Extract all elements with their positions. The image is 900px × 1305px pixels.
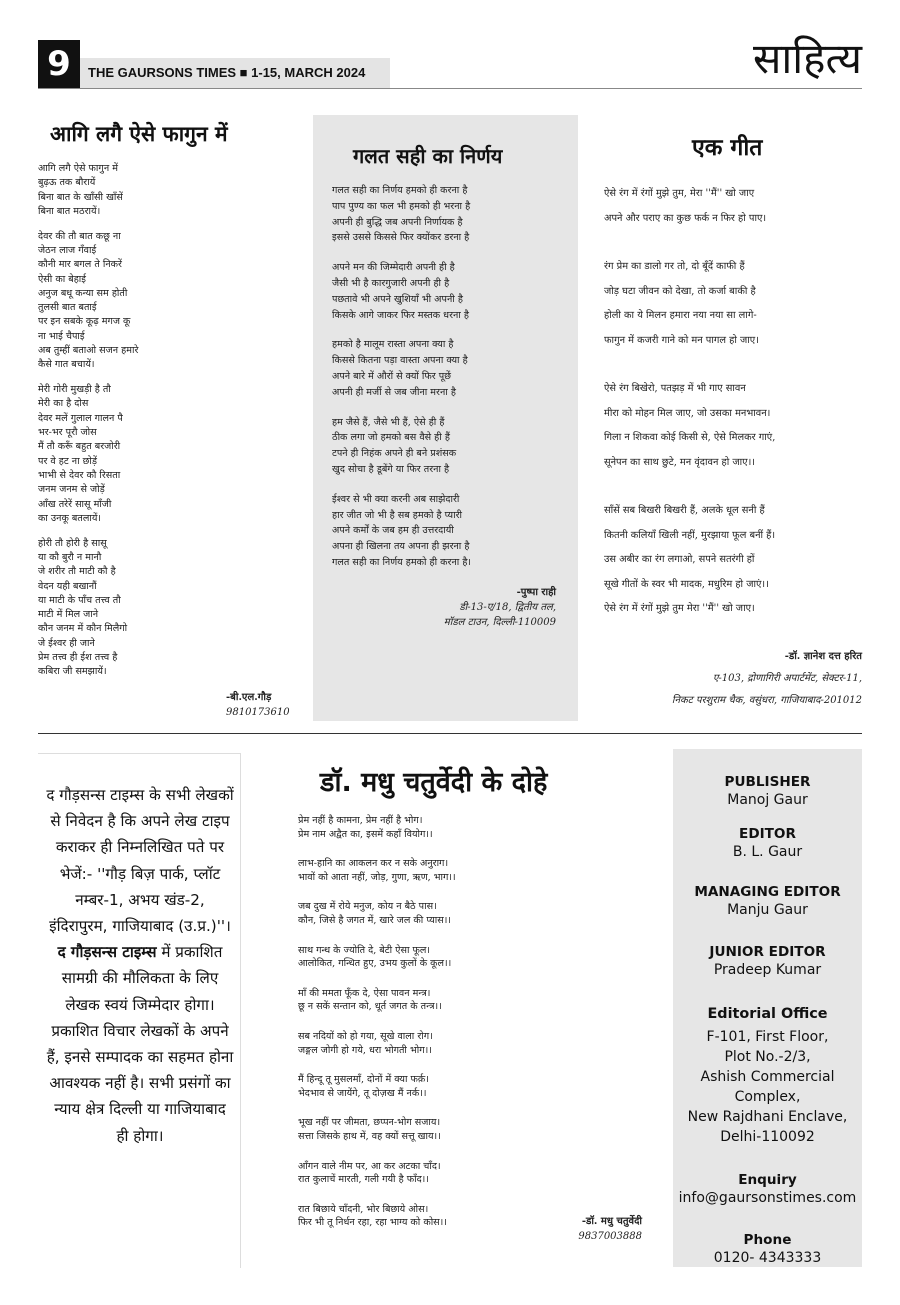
couplet [298, 900, 456, 927]
poem-line: अब तुम्हीं बताओ सजन हमारे [38, 345, 139, 357]
poem-left-body [38, 162, 288, 680]
managing-editor-label: MANAGING EDITOR [694, 884, 841, 900]
poem-line: अपने मन की जिम्मेदारी अपनी ही है [332, 262, 455, 274]
poem-line: सूखे गीतों के स्वर भी मादक, मधुरिम हो जाएं।। [604, 578, 769, 590]
poem-line: अपनी ही मर्जी से जब जीना मरना है [332, 386, 456, 398]
poem-line: फागुन में कजरी गाने को मन पागल हो जाए। [604, 334, 759, 346]
office-line: Plot No.-2/3, [724, 1049, 811, 1065]
poem-line: का उनकू बतलायें। [38, 512, 102, 524]
poem-line: आँख तरेरें सासू माँजी [38, 498, 112, 510]
poem-line: मीरा को मोहन मिल जाए, जो उसका मनभावन। [604, 407, 771, 419]
couplet-line: साथ गन्ध के ज्योति दे, बेटी ऐसा फूल। [298, 944, 431, 956]
poem-mid-title: गलत सही का निर्णय [353, 144, 503, 168]
poem-line: ऐसी का बेहाई [38, 273, 86, 285]
couplet-line: प्रेम नहीं है कामना, प्रेम नहीं है भोग। [298, 815, 423, 826]
poem-line: अपना ही खिलना तय अपना ही झरना है [332, 541, 470, 553]
author-address-2: मॉडल टाउन, दिल्ली-110009 [443, 616, 556, 628]
poem-line: बिना बात मठरायें। [38, 205, 101, 217]
poem-line: खुद सोचा है डूबेंगे या फिर तरना है [332, 463, 450, 475]
phone-label: Phone [743, 1232, 792, 1248]
poem-line: जे शरीर तौ माटी कौ है [38, 566, 116, 578]
couplet-line: मैं हिन्दू तू मुसलमाँ, दोनों में क्या फर्क़। [298, 1074, 429, 1086]
couplet [298, 944, 456, 971]
office-address [673, 1027, 862, 1147]
poem-right-body [604, 182, 862, 622]
poem-line: मैं तौ करूँ बहुत बरजोरी [38, 441, 121, 453]
poem-line: जैसी भी है कारगुजारी अपनी ही है [332, 277, 450, 289]
poem-line: ऐसे रंग में रंगों मुझे तुम मेरा ''मैं'' खो जाए। [604, 603, 755, 614]
stanza [604, 377, 862, 475]
poem-line: किसके आगे जाकर फिर मस्तक धरना है [332, 309, 469, 321]
office-line: F-101, First Floor, [706, 1029, 829, 1045]
couplet [298, 1203, 456, 1230]
managing-editor-name: Manju Gaur [727, 902, 808, 918]
poem-line: भाभी से देवर कौ रिसता [38, 469, 121, 481]
couplet [298, 1116, 456, 1143]
poem-line: इससे उससे किससे फिर क्योंकर डरना है [332, 232, 470, 244]
stanza [332, 492, 578, 571]
publisher-name: Manoj Gaur [727, 792, 808, 808]
stanza [332, 337, 578, 400]
poem-line: कौनी मार बगल ते निकरें [38, 259, 122, 271]
couplet-line: माँ की ममता फूँक दे, ऐसा पावन मन्त्र। [298, 987, 431, 999]
couplet-line: कौन, जिसे है जगत में, खारे जल की प्यास।। [298, 914, 452, 926]
poem-line: देवर की तौ बात कछू ना [38, 230, 121, 242]
couplet-line: जङ्गल जोगी हो गये, धरा भोगती भोग।। [298, 1044, 432, 1056]
couplet-line: भावों को आता नहीं, जोड़, गुणा, ऋण, भाग।। [298, 871, 456, 883]
credits-panel [673, 749, 862, 1267]
masthead: THE GAURSONS TIMES ■ 1-15, MARCH 2024 [88, 65, 366, 80]
office-line: Delhi-110092 [720, 1129, 815, 1145]
couplet-line: लाभ-हानि का आकलन कर न सके अनुराग। [298, 858, 449, 870]
couplet [298, 1030, 456, 1057]
poem-line: पर इन सबके कूढ़ मगज कू [38, 316, 131, 328]
poem-line: जोड़ घटा जीवन को देखा, तो कर्जा बाकी है [604, 285, 756, 297]
poem-line: होली का ये मिलन हमारा नया नया सा लागे- [604, 310, 757, 321]
poem-right [600, 118, 862, 712]
poem-mid-panel [313, 115, 578, 721]
couplet [298, 987, 456, 1014]
poem-right-author [600, 646, 862, 712]
author-name: -डॉ. ज्ञानेश दत्त हरित [784, 650, 862, 662]
poem-line: मेरी गोरी मुखड़ी है तौ [38, 384, 111, 396]
publisher-label: PUBLISHER [724, 774, 811, 790]
office-label: Editorial Office [707, 1006, 828, 1022]
office-line: New Rajdhani Enclave, [687, 1109, 848, 1125]
poem-line: माटी में मिल जाने [38, 609, 99, 621]
poem-line: जे ईश्वर ही जाने [38, 637, 95, 649]
couplet-line: छू न सकें सन्तान को, धूर्त जगत के तन्त्र।। [298, 1001, 442, 1013]
poem-line: रंग प्रेम का डालो गर तो, दो बूँदें काफी हैं [604, 261, 745, 272]
poem-line: ईश्वर से भी क्या करनी अब साझेदारी [332, 493, 460, 505]
page-number: 9 [38, 40, 80, 88]
poem-line: पछतावे भी अपने खुशियाँ भी अपनी है [332, 293, 463, 305]
couplet-line: आलोकित, गन्धित हुए, उभय कुलों के कूल।। [298, 958, 452, 970]
poem-line: किससे कितना पड़ा वास्ता अपना क्या है [332, 355, 468, 367]
poem-line: अपने कर्मों के जब हम ही उत्तरदायी [332, 525, 454, 537]
author-name: -डॉ. मधु चतुर्वेदी [581, 1216, 642, 1227]
section-title: साहित्य [753, 34, 862, 83]
poem-line: गिला न शिकवा कोई किसी से, ऐसे मिलकर गाएं, [604, 432, 776, 443]
author-address-2: निकट परशुराम चैक, वसुंधरा, गाजियाबाद-201012 [671, 694, 862, 706]
couplet-line: भेदभाव से जायेंगे, तू दोज़ख मैं नर्क।। [298, 1087, 427, 1099]
stanza [38, 383, 288, 526]
header-rule [38, 88, 862, 89]
poem-mid-body [332, 183, 578, 571]
poem-line: या कौ बुरौ न मानौ [38, 551, 102, 563]
poem-line: अपने बारे में औरों से क्यों फिर पूछें [332, 370, 451, 382]
poem-line: होरी तौ होरी है सासू [38, 537, 107, 549]
poem-line: कबिरा जी समझायें। [38, 666, 107, 678]
notice-part-1: द गौड़सन्स टाइम्स के सभी लेखकों से निवेदन है कि अपने लेख टाइप कराकर ही निम्नलिखित पते पर भेजें:- ''गौड़ बिज़ पार्क, प्लॉट नम्बर-1, अभय खंड-2, इंदिरापुरम, गाजियाबाद (उ.प्र.)''। [46, 786, 234, 936]
couplet-line: सत्ता जिसके हाथ में, वह क्यों सत्तू खाय।। [298, 1130, 441, 1142]
poem-line: कौन जनम में कौन मिलैगो [38, 623, 128, 635]
poem-line: बुढ़ऊ तक बौरायें [38, 177, 96, 189]
poem-left-title: आगि लगै ऐसे फागुन में [50, 122, 228, 146]
author-address-1: ए-103, द्रोणागिरी अपार्टमेंट, सेक्टर-11, [712, 672, 862, 684]
couplet-line: प्रेम नाम अद्वैत का, इसमें कहाँ वियोग।। [298, 828, 433, 840]
author-name: -बी.एल.गौड़ [226, 692, 272, 704]
poem-line: ऐसे रंग में रंगों मुझे तुम, मेरा ''मैं'' खो जाए [604, 188, 755, 199]
poem-line: पाप पुण्य का फल भी हमको ही भरना है [332, 200, 471, 212]
poem-line: आगि लगै ऐसे फागुन में [38, 163, 118, 174]
author-phone: 9810173610 [226, 707, 290, 719]
junior-editor-name: Pradeep Kumar [713, 962, 822, 978]
poem-line: गलत सही का निर्णय हमको ही करना है। [332, 556, 472, 568]
poem-line: हार जीत जो भी है सब हमको है प्यारी [332, 509, 462, 521]
poem-line: कितनी कलियाँ खिली नहीं, मुरझाया फूल बनीं हैं। [604, 529, 776, 541]
poem-line: कैसे गात बचायें। [38, 359, 95, 371]
poem-mid-author [431, 585, 556, 630]
poem-line: तुलसी बात बताई [38, 302, 97, 314]
stanza [604, 255, 862, 353]
stanza [332, 260, 578, 323]
poem-line: सूनेपन का साथ छुटे, मन वृंदावन हो जाए।। [604, 456, 756, 468]
phone-number: 0120- 4343333 [713, 1250, 822, 1266]
poem-line: ना भाई चैपाई [38, 330, 85, 342]
author-address-1: डी-13-ए/18, द्वितीय तल, [459, 601, 556, 613]
couplet-line: भूख नहीं पर जीमता, छप्पन-भोग सजाय। [298, 1117, 441, 1129]
poem-line: साँसें सब बिखरी बिखरी हैं, अलके धूल सनी हैं [604, 505, 765, 516]
editor-label: EDITOR [739, 826, 796, 842]
notice-part-2: में प्रकाशित सामग्री की मौलिकता के लिए लेखक स्वयं जिम्मेदार होगा। प्रकाशित विचार लेखकों के अपने हैं, इनसे सम्पादक का सहमत होना आवश्यक नहीं है। सभी प्रसंगों का न्याय क्षेत्र दिल्ली या गाजियाबाद ही होगा। [46, 943, 234, 1145]
dohe-title: डॉ. मधु चतुर्वेदी के दोहे [320, 767, 548, 798]
poem-line: हम जैसे हैं, जैसे भी हैं, ऐसे ही हैं [332, 416, 445, 428]
poem-line: हमको है मालूम रास्ता अपना क्या है [332, 339, 454, 351]
stanza [38, 537, 288, 680]
couplet-line: आँगन वाले नीम पर, आ कर अटका चाँद। [298, 1160, 441, 1172]
poem-line: गलत सही का निर्णय हमको ही करना है [332, 185, 468, 196]
stanza [604, 499, 862, 622]
poem-line: अपने और पराए का कुछ फर्क न फिर हो पाए। [604, 212, 767, 224]
poem-line: देवर मलें गुलाल गालन पै [38, 412, 123, 424]
author-phone: 9837003888 [578, 1231, 642, 1242]
poem-left-author [226, 690, 288, 720]
couplet-line: रात बिछाये चाँदनी, भोर बिछाये ओस। [298, 1203, 429, 1215]
office-line: Complex, [734, 1089, 801, 1105]
couplet-line: रात कुलाचें मारती, गली गयी है फाँद।। [298, 1174, 429, 1186]
author-name: -पुष्पा राही [516, 586, 556, 598]
couplet [298, 1073, 456, 1100]
couplet [298, 1160, 456, 1187]
poem-line: ठीक लगा जो हमको बस वैसे ही हैं [332, 432, 450, 444]
poem-line: मेरी का है दोस [38, 398, 89, 410]
stanza [332, 415, 578, 478]
office-line: Ashish Commercial [700, 1069, 835, 1085]
poem-line: वेदन यही बखानौं [38, 580, 97, 592]
enquiry-label: Enquiry [738, 1172, 797, 1188]
poem-line: या माटी के पाँच तत्त्व तौ [38, 594, 121, 606]
poem-line: भर-भर पूरौ जोस [38, 427, 97, 439]
poem-line: ऐसे रंग बिखेरो, पतझड़ में भी गाए सावन [604, 383, 746, 394]
poem-line: टपने ही निहंक अपने ही बने प्रशंसक [332, 448, 457, 460]
stanza [38, 230, 288, 373]
notice-text [46, 782, 234, 1149]
poem-line: अपनी ही बुद्धि जब अपनी निर्णायक है [332, 216, 463, 228]
couplet [298, 814, 456, 841]
couplet-line: सब नदियों को हो गया, सूखे वाला रोग। [298, 1030, 433, 1042]
couplet-line: जब दुख में रोये मनुज, कोय न बैठे पास। [298, 901, 437, 913]
poem-line: जेठन लाज गँवाई [38, 244, 97, 256]
poem-right-title: एक गीत [692, 135, 763, 161]
poem-line: बिना बात के खाँसी खाँसें [38, 191, 123, 203]
poem-line: पर वे हट ना छोड़ें [38, 455, 97, 467]
junior-editor-label: JUNIOR EDITOR [709, 944, 826, 960]
dohe-body [298, 814, 456, 1246]
editor-name: B. L. Gaur [732, 844, 803, 860]
dohe-author [530, 1214, 642, 1244]
stanza [604, 182, 862, 231]
section-divider [38, 733, 862, 734]
enquiry-email[interactable]: info@gaursonstimes.com [678, 1190, 857, 1206]
stanza [38, 162, 288, 219]
poem-line: उस अबीर का रंग लगाओ, सपने सतरंगी हों [604, 554, 755, 565]
couplet-line: फिर भी तू निर्धन रहा, रहा भाग्य को कोस।। [298, 1217, 447, 1229]
poem-line: प्रेम तत्त्व ही ईश तत्त्व है [38, 652, 118, 663]
notice-paper-name: द गौड़सन्स टाइम्स [57, 943, 157, 962]
poem-line: जनम जनम से जोड़ें [38, 484, 105, 496]
stanza [332, 183, 578, 246]
couplet [298, 857, 456, 884]
poem-line: अनुज बधू कन्या सम होती [38, 287, 128, 299]
poem-left [38, 120, 288, 720]
